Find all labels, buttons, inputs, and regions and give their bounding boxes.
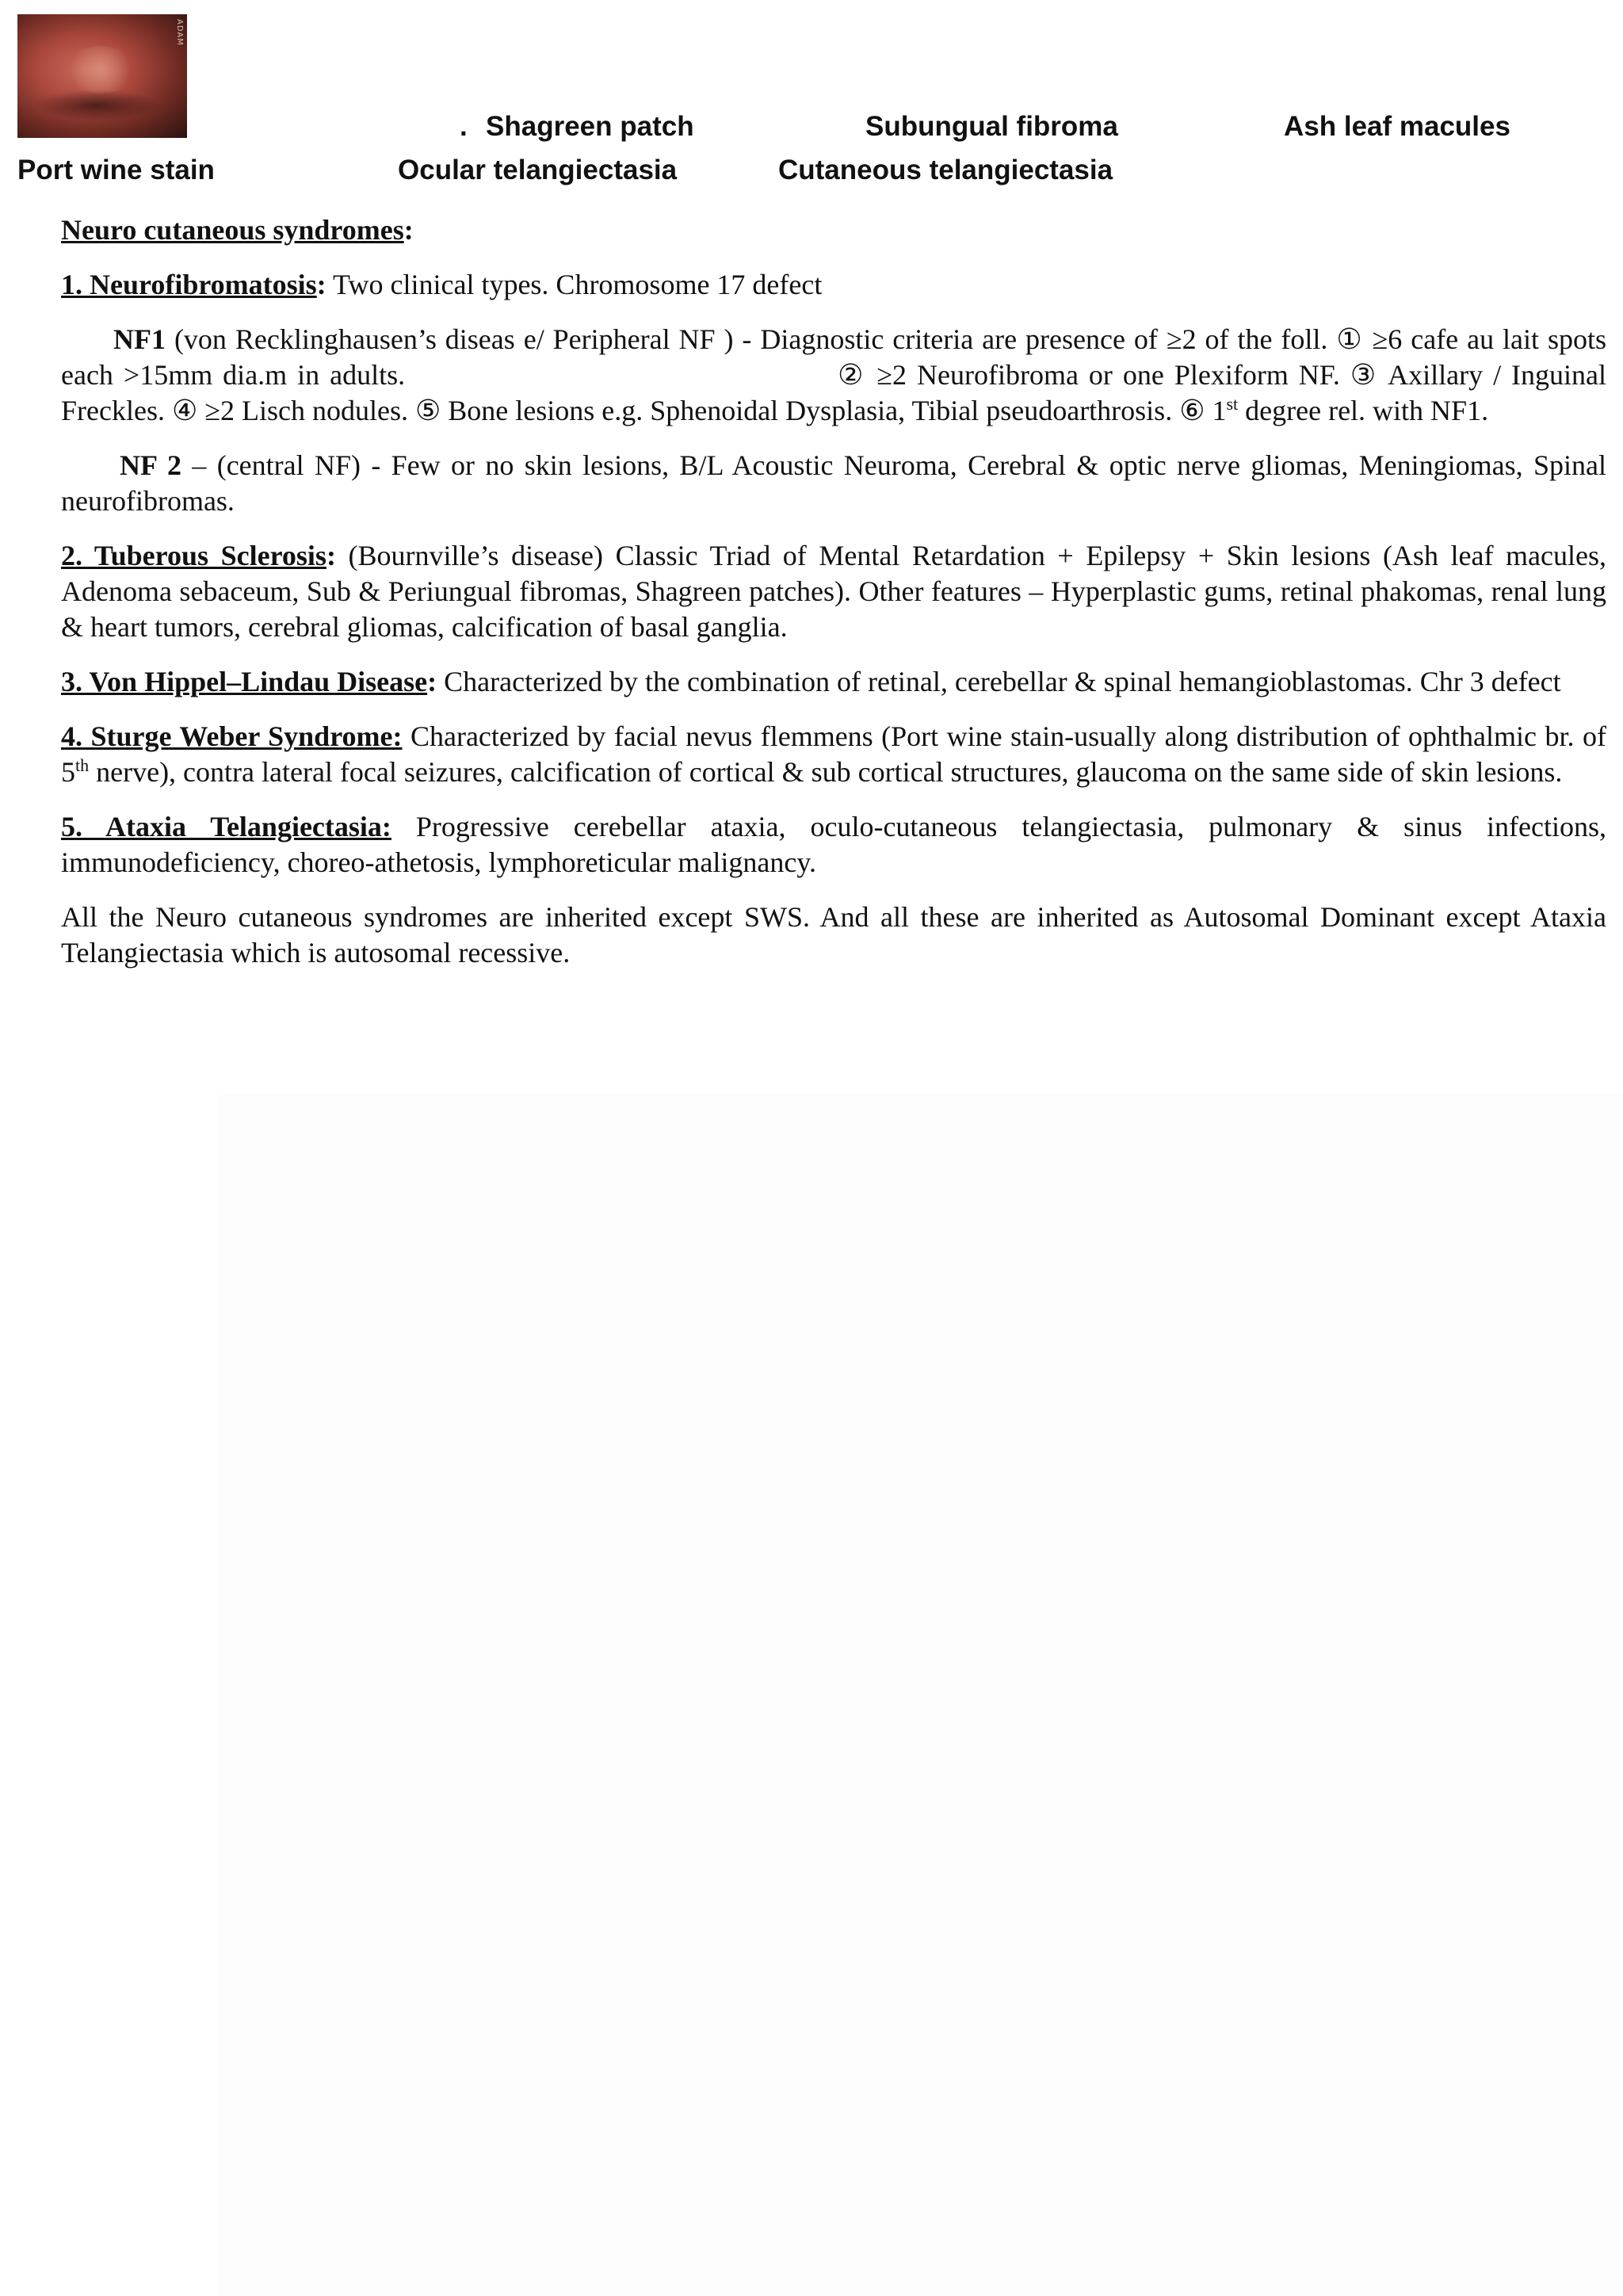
photo-shadow	[33, 90, 160, 121]
ataxia-telangiectasia-paragraph: 5. Ataxia Telangiectasia: Progressive cerebellar ataxia, oculo-cutaneous telangiectasia, pulmonary & sinus infections, immunodeficiency, choreo-athetosis, lymphoreticular malignancy.	[61, 811, 1606, 878]
von-hippel-lindau-title: 3. Von Hippel–Lindau Disease	[61, 666, 428, 697]
nf2-paragraph: NF 2 – (central NF) - Few or no skin lesions, B/L Acoustic Neuroma, Cerebral & optic nerve gliomas, Meningiomas, Spinal neurofibromas.	[61, 449, 1607, 517]
skin-lesion-photo	[17, 14, 187, 138]
nf1-label: NF1	[113, 323, 166, 355]
caption-ocular-telangiectasia: Ocular telangiectasia	[398, 155, 678, 185]
sturge-weber-title: 4. Sturge Weber Syndrome:	[61, 720, 403, 752]
neurofibromatosis-text: Two clinical types. Chromosome 17 defect	[326, 269, 823, 300]
neurofibromatosis-title: 1. Neurofibromatosis	[61, 269, 317, 300]
ataxia-telangiectasia-title: 5. Ataxia Telangiectasia:	[61, 811, 391, 842]
von-hippel-lindau-paragraph: 3. Von Hippel–Lindau Disease: Characterized by the combination of retinal, cerebellar & spinal hemangioblastomas. Chr 3 defect	[61, 666, 1561, 697]
caption-ash-leaf-macules: Ash leaf macules	[1284, 111, 1510, 142]
nf1-paragraph: NF1 (von Recklinghausen’s diseas e/ Peripheral NF ) - Diagnostic criteria are presence of ≥2 of the foll. ① ≥6 cafe au lait spots each >15mm dia.m in adults. ② ≥2 Neurofibroma or one Plexiform NF. ③ Axillary / Inguinal Freckles. ④ ≥2 Lisch nodules. ⑤ Bone lesions e.g. Sphenoidal Dysplasia, Tibial pseudoarthrosis. ⑥ 1st degree rel. with NF1.	[61, 323, 1607, 426]
summary-paragraph: All the Neuro cutaneous syndromes are inherited except SWS. And all these are inherited as Autosomal Dominant except Ataxia Telangiectasia which is autosomal recessive.	[61, 901, 1606, 968]
nf2-label: NF 2	[120, 449, 182, 481]
caption-cutaneous-telangiectasia: Cutaneous telangiectasia	[778, 155, 1113, 185]
page-background-shade	[218, 1094, 1623, 2296]
sturge-weber-paragraph: 4. Sturge Weber Syndrome: Characterized by facial nevus flemmens (Port wine stain-usually along distribution of ophthalmic br. of 5th nerve), contra lateral focal seizures, calcification of cortical & sub cortical structures, glaucoma on the same side of skin lesions.	[61, 720, 1606, 788]
section-heading: Neuro cutaneous syndromes:	[61, 214, 414, 246]
tuberous-sclerosis-title: 2. Tuberous Sclerosis	[61, 540, 327, 571]
photo-lesion-highlight	[65, 46, 136, 94]
caption-shagreen-patch: Shagreen patch	[486, 111, 694, 142]
neurofibromatosis-paragraph: 1. Neurofibromatosis: Two clinical types. Chromosome 17 defect	[61, 269, 823, 300]
page-title: Neuro cutaneous syndromes	[61, 214, 404, 246]
caption-dot: .	[460, 111, 468, 142]
caption-subungual-fibroma: Subungual fibroma	[865, 111, 1118, 142]
document-body	[61, 212, 1606, 990]
photo-watermark: ADAM	[175, 19, 184, 46]
caption-port-wine-stain: Port wine stain	[17, 155, 215, 185]
tuberous-sclerosis-paragraph: 2. Tuberous Sclerosis: (Bournville’s disease) Classic Triad of Mental Retardation + Epilepsy + Skin lesions (Ash leaf macules, Adenoma sebaceum, Sub & Periungual fibromas, Shagreen patches). Other features – Hyperplastic gums, retinal phakomas, renal lung & heart tumors, cerebral gliomas, calcification of basal ganglia.	[61, 540, 1606, 643]
